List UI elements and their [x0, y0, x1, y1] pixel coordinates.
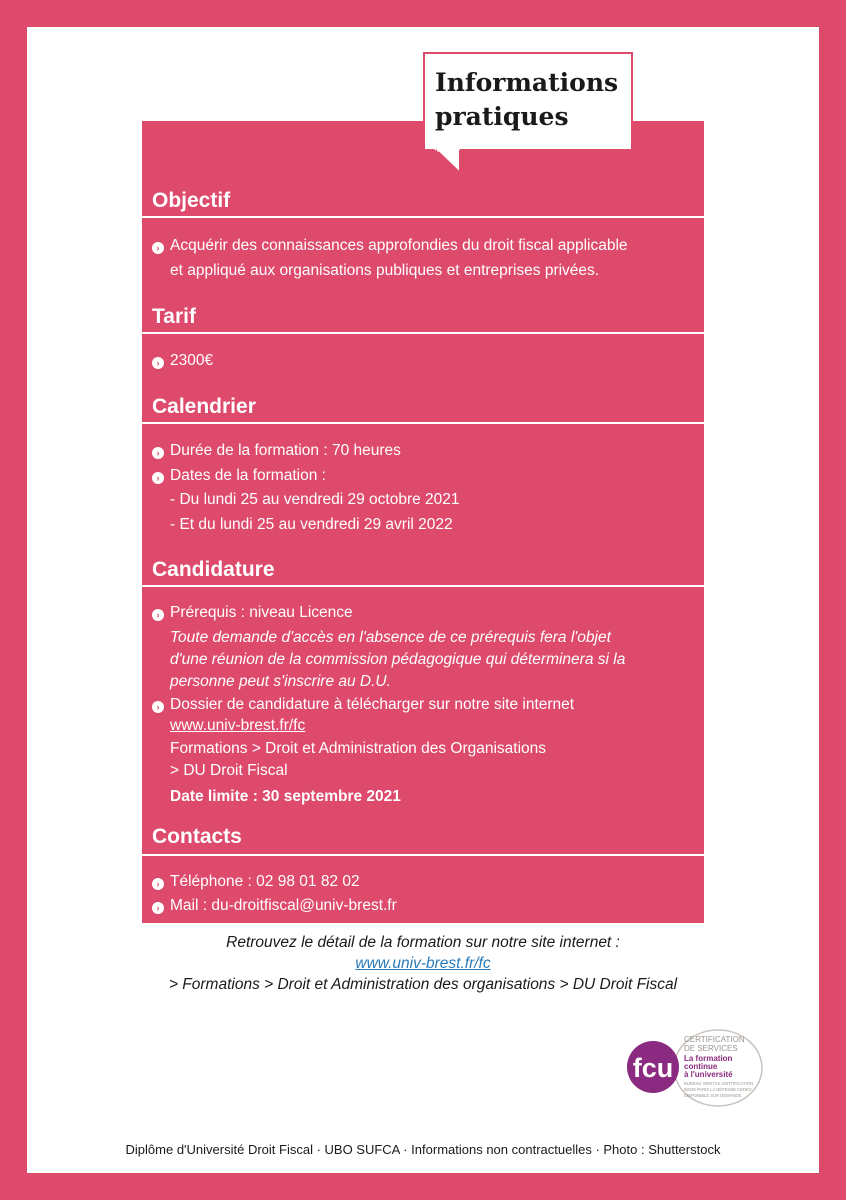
candidature-deadline: Date limite : 30 septembre 2021	[170, 788, 401, 805]
bullet-icon: ›	[152, 447, 164, 459]
footer-website-link[interactable]: www.univ-brest.fr/fc	[355, 955, 491, 972]
candidature-prerequis: Prérequis : niveau Licence	[170, 604, 353, 621]
footer-note-line1: Retrouvez le détail de la formation sur notre site internet :	[226, 934, 620, 951]
page-title-line2: pratiques	[435, 102, 569, 131]
footer-note-line3: > Formations > Droit et Administration des organisations > DU Droit Fiscal	[168, 976, 678, 993]
tarif-price: 2300€	[170, 352, 214, 369]
divider	[142, 216, 704, 218]
divider	[142, 585, 704, 587]
divider	[142, 422, 704, 424]
candidature-note-line3: personne peut s'inscrire au D.U.	[170, 673, 391, 690]
objectif-text-line1: Acquérir des connaissances approfondies du droit fiscal applicable	[170, 237, 628, 254]
fcu-certification-logo	[626, 1025, 766, 1110]
footer-credits: Diplôme d'Université Droit Fiscal · UBO SUFCA · Informations non contractuelles · Photo : Shutterstock	[125, 1142, 721, 1157]
section-title-candidature: Candidature	[152, 558, 275, 581]
candidature-note-line2: d'une réunion de la commission pédagogique qui déterminera si la	[170, 651, 626, 668]
contact-mail: Mail : du-droitfiscal@univ-brest.fr	[170, 897, 397, 914]
logo-tagline-line1: La formation	[684, 1054, 733, 1063]
calendrier-duree: Durée de la formation : 70 heures	[170, 442, 401, 459]
candidature-url-link[interactable]: www.univ-brest.fr/fc	[170, 717, 306, 734]
bullet-icon: ›	[152, 701, 164, 713]
logo-small-line1: BUREAU VERITAS CERTIFICATION	[684, 1081, 754, 1086]
candidature-note-line1: Toute demande d'accès en l'absence de ce prérequis fera l'objet	[170, 629, 611, 646]
divider	[142, 332, 704, 334]
logo-small-line2: 92046 PARIS LA DÉFENSE CEDEX	[684, 1087, 752, 1092]
page-title-line1: Informations	[435, 68, 619, 97]
calendrier-dates: Dates de la formation :	[170, 467, 326, 484]
section-title-objectif: Objectif	[152, 189, 231, 212]
page-title	[435, 66, 630, 134]
contact-phone: Téléphone : 02 98 01 82 02	[170, 873, 360, 890]
calendrier-date2: - Et du lundi 25 au vendredi 29 avril 2022	[170, 516, 453, 533]
info-panel	[142, 121, 704, 923]
bullet-icon: ›	[152, 242, 164, 254]
section-title-calendrier: Calendrier	[152, 395, 256, 418]
bullet-icon: ›	[152, 472, 164, 484]
bullet-icon: ›	[152, 609, 164, 621]
title-speech-bubble	[423, 52, 633, 151]
logo-tagline-line3: à l'université	[684, 1070, 733, 1079]
footer-note-link-row	[0, 953, 846, 974]
logo-small-line3: DISPONIBLE SUR DEMANDE	[684, 1093, 742, 1098]
candidature-path-line2: > DU Droit Fiscal	[170, 762, 288, 779]
logo-tagline-line2: continue	[684, 1062, 718, 1071]
logo-cert-line1: CERTIFICATION	[684, 1035, 745, 1044]
calendrier-date1: - Du lundi 25 au vendredi 29 octobre 2021	[170, 491, 460, 508]
candidature-dossier: Dossier de candidature à télécharger sur notre site internet	[170, 696, 575, 713]
logo-cert-line2: DE SERVICES	[684, 1044, 738, 1053]
objectif-text-line2: et appliqué aux organisations publiques et entreprises privées.	[170, 262, 600, 279]
bullet-icon: ›	[152, 357, 164, 369]
section-title-contacts: Contacts	[152, 825, 242, 848]
speech-bubble-tail-outline	[436, 149, 466, 177]
section-title-tarif: Tarif	[152, 305, 196, 328]
logo-mark: fcu	[632, 1053, 674, 1083]
bullet-icon: ›	[152, 878, 164, 890]
bullet-icon: ›	[152, 902, 164, 914]
divider	[142, 854, 704, 856]
candidature-path-line1: Formations > Droit et Administration des Organisations	[170, 740, 547, 757]
